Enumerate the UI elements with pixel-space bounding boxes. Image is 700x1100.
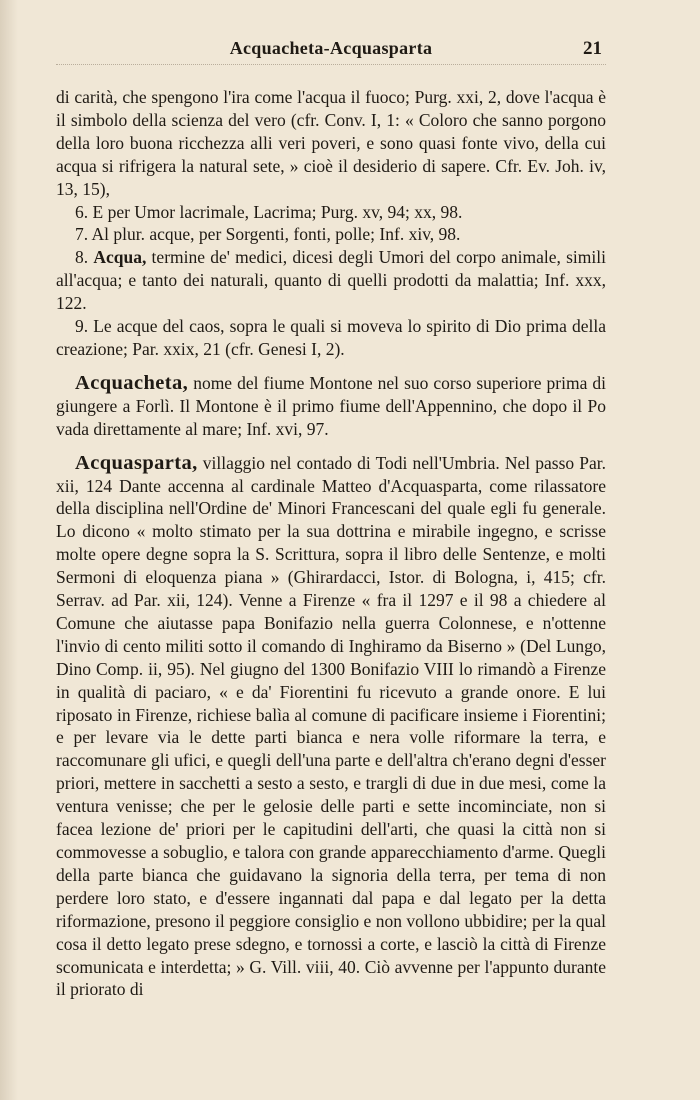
acqua-sense-5-continuation: di carità, che spengono l'ira come l'acqua il fuoco; Purg. xxi, 2, dove l'acqua è il simbolo della scienza del vero (cfr. Conv. I, 1: « Coloro che sanno porgono della loro buona ricchezza alli veri poveri, e sono quasi fonte vivo, della cui acqua si rifrigera la natural sete, » cioè il desiderio di sapere. Cfr. Ev. Joh. iv, 13, 15), — [56, 87, 606, 199]
headword-acquacheta: Acquacheta, — [75, 371, 189, 394]
header-rule — [56, 64, 606, 65]
acqua-sense-8 — [56, 246, 606, 315]
page-number: 21 — [583, 38, 602, 59]
acqua-sense-7: 7. Al plur. acque, per Sorgenti, fonti, polle; Inf. xiv, 98. — [75, 224, 461, 245]
headword-acquasparta: Acquasparta, — [75, 451, 198, 474]
acqua-sense-6: 6. E per Umor lacrimale, Lacrima; Purg. xv, 94; xx, 98. — [75, 201, 463, 222]
entry-acquasparta-text: villaggio nel contado di Todi nell'Umbria. Nel passo Par. xii, 124 Dante accenna al cardinale Matteo d'Acquasparta, come rilassatore della disciplina nell'Ordine de' Minori Francescani del quale egli fu generale. Lo dicono « molto stimato per la sua dottrina e mirabile ingegno, e scrisse molte opere degne sopra la S. Scrittura, sopra il libro delle Sentenze, e molti Sermoni di eloquenza piana » (Ghirardacci, Istor. di Bologna, i, 415; cfr. Serrav. ad Par. xii, 124). Venne a Firenze « fra il 1297 e il 98 a chiedere al Comune che aiutasse papa Bonifazio nella guerra Colonnese, e n'ottenne l'invio di cento militi sotto il comando di Inghiramo da Biserno » (Del Lungo, Dino Comp. ii, 95). Nel giugno del 1300 Bonifazio VIII lo rimandò a Firenze in qualità di paciaro, « e da' Fiorentini fu ricevuto a grande onore. E lui riposato in Firenze, richiese balìa al comune di pacificare insieme i Fiorentini; e per levare via le dette parti bianca e nera volle riformare la terra, e raccomunare gli ufici, e quegli dell'una parte e dell'altra ch'erano degni d'esser priori, mettere in sacchetti a sesto a sesto, e trargli di due in due mesi, come la ventura venisse; che per le gelosie delle parti e sette incominciate, non si facea lezione de' priori per le capitudini dell'arti, che quasi la città non si commovesse a sobuglio, e talora con grande apparecchiamento d'arme. Quegli della parte bianca che guidavano la signoria della terra, per tema di non perdere loro stato, e d'essere ingannati dal papa e dal legato per la detta riformazione, presono il peggiore consiglio e non vollono ubbidire; per la qual cosa il detto legato prese sdegno, e tornossi a corte, e lasciò la città di Firenze scomunicata e interdetta; » G. Vill. viii, 40. Ciò avvenne per l'appunto durante il priorato di — [56, 452, 606, 1000]
entry-acquacheta — [56, 372, 606, 441]
page-edge-shadow — [0, 0, 18, 1100]
acqua-sense-8-text: termine de' medici, dicesi degli Umori del corpo animale, simili all'acqua; e tanto dei naturali, quanto di quelli prodotti da malattia; Inf. xxx, 122. — [56, 247, 606, 314]
acqua-sense-9: 9. Le acque del caos, sopra le quali si moveva lo spirito di Dio prima della creazione; Par. xxix, 21 (cfr. Genesi I, 2). — [56, 316, 606, 359]
entry-acquasparta — [56, 452, 606, 1002]
entry-acquacheta-text: nome del fiume Montone nel suo corso superiore prima di giungere a Forlì. Il Montone è il primo fiume dell'Appennino, che dopo il Po vada direttamente al mare; Inf. xvi, 97. — [56, 372, 606, 439]
acqua-sense-8-number: 8. — [75, 247, 94, 268]
page-body — [56, 86, 606, 1001]
acqua-sense-8-headword: Acqua, — [93, 247, 147, 268]
running-header — [56, 38, 606, 62]
running-header-title: Acquacheta-Acquasparta — [229, 38, 433, 58]
